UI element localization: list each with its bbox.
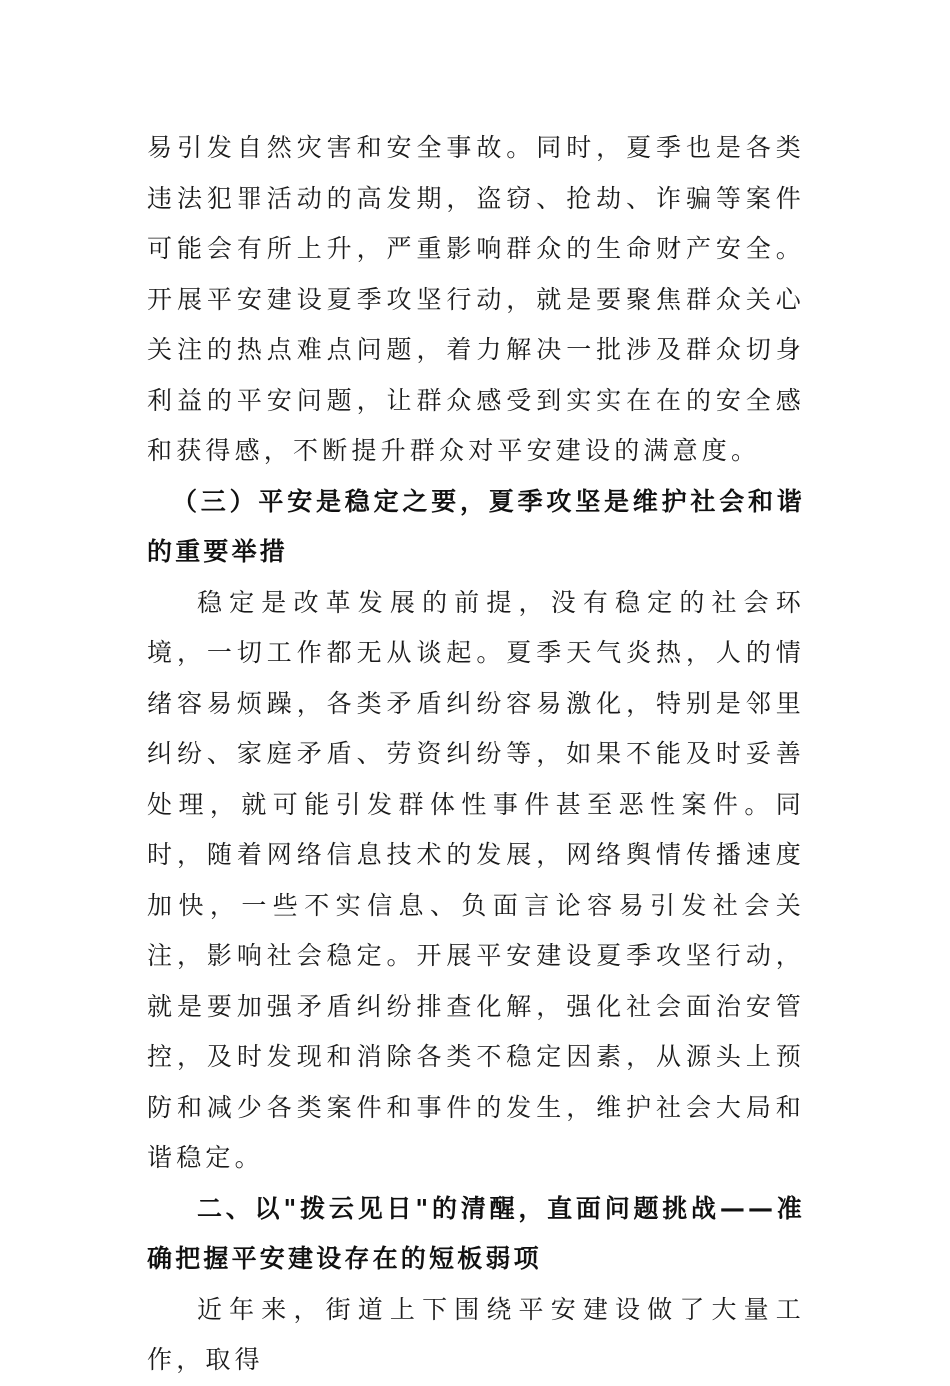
body-paragraph: 稳定是改革发展的前提，没有稳定的社会环境，一切工作都无从谈起。夏季天气炎热，人的情绪容易烦躁，各类矛盾纠纷容易激化，特别是邻里纠纷、家庭矛盾、劳资纠纷等，如果不能及时妥善处理，就可能引发群体性事件甚至恶性案件。同时，随着网络信息技术的发展，网络舆情传播速度加快，一些不实信息、负面言论容易引发社会关注，影响社会稳定。开展平安建设夏季攻坚行动，就是要加强矛盾纠纷排查化解，强化社会面治安管控，及时发现和消除各类不稳定因素，从源头上预防和减少各类案件和事件的发生，维护社会大局和谐稳定。 bbox=[147, 587, 805, 1172]
section-heading: 二、以"拨云见日"的清醒，直面问题挑战——准确把握平安建设存在的短板弱项 bbox=[147, 1193, 805, 1273]
body-paragraph: 易引发自然灾害和安全事故。同时，夏季也是各类违法犯罪活动的高发期，盗窃、抢劫、诈骗等案件可能会有所上升，严重影响群众的生命财产安全。开展平安建设夏季攻坚行动，就是要聚焦群众关心关注的热点难点问题，着力解决一批涉及群众切身利益的平安问题，让群众感受到实实在在的安全感和获得感，不断提升群众对平安建设的满意度。 bbox=[147, 133, 805, 465]
document-body bbox=[147, 123, 805, 1386]
body-paragraph: 近年来，街道上下围绕平安建设做了大量工作，取得 bbox=[147, 1294, 805, 1374]
section-subheading: （三）平安是稳定之要，夏季攻坚是维护社会和谐的重要举措 bbox=[147, 486, 805, 566]
